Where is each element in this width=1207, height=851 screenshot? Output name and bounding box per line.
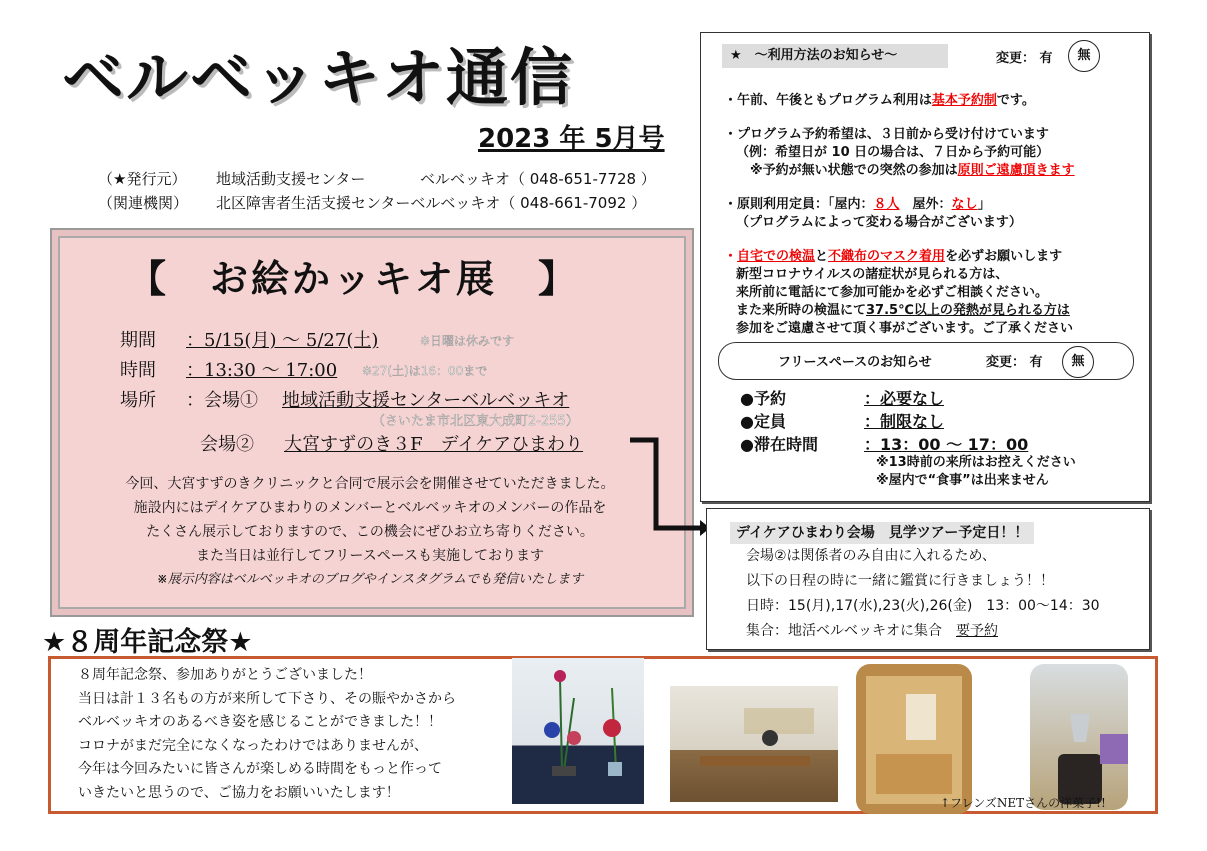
venue1-address: （さいたま市北区東大成町2-255） (372, 414, 579, 429)
text-highlight: なし (951, 197, 978, 212)
freespace-note1: ※13時前の来所はお控えください (876, 455, 1076, 470)
freespace-change (986, 354, 1043, 372)
venue1-name: 地域活動支援センターベルベッキオ (282, 390, 570, 411)
venue1-label: ：会場① (186, 390, 258, 411)
publisher-name: 地域活動支援センター (216, 170, 366, 188)
exhibit-line: また当日は並行してフリースペースも実施しております (195, 548, 545, 564)
exhibit-line: 今回、大宮すずのきクリニックと合同で展示会を開催させていただきました。 (125, 476, 615, 492)
text: また来所時の検温にて (736, 303, 867, 318)
text: ※予約が無い状態での突然の参加は (750, 163, 958, 178)
exhibit-note: ※展示内容はベルベッキオのブログやインスタグラムでも発信いたします (156, 572, 584, 587)
freespace-row-label: ●滞在時間 (740, 435, 818, 454)
notice-change-label (996, 50, 1053, 68)
text-highlight: 自宅での検温 (737, 249, 816, 264)
text-highlight: ８人 (873, 197, 900, 212)
anniversary-heading: ★８周年記念祭★ (42, 627, 253, 658)
notice-heading: ★ ～利用方法のお知らせ～ (722, 44, 948, 68)
tour-line1: 会場②は関係者のみ自由に入れるため、 (746, 548, 996, 564)
exhibit-line: 施設内にはデイケアひまわりのメンバーとベルベッキオのメンバーの作品を (133, 500, 607, 516)
period-note: ※日曜は休みです (420, 334, 515, 348)
freespace-row-value: ：13：00 ～ 17：00 (864, 435, 1029, 454)
room-photo (670, 686, 838, 802)
exhibit-description (80, 472, 660, 592)
tour-line2: 以下の日程の時に一緒に鑑賞に行きましょう！！ (746, 573, 1054, 589)
tour-heading: デイケアひまわり会場 見学ツアー予定日！！ (730, 522, 1034, 544)
publisher-tel: ベルベッキオ（ 048-651-7728 ） (420, 170, 656, 188)
notice-line2: ・プログラム予約希望は、３日前から受け付けています (724, 127, 1049, 142)
flower-arrangement-photo (512, 658, 644, 804)
text: です。 (996, 93, 1035, 108)
text: ・原則利用定員：「屋内： (724, 197, 874, 212)
related-label: （関連機関） (98, 194, 189, 212)
freespace-change-no-circled: 無 (1062, 346, 1094, 378)
notice-line6: （プログラムによって変わる場合がございます） (736, 215, 1022, 230)
tour-meeting (746, 619, 998, 644)
coffee-dripper-photo (1030, 664, 1128, 810)
freespace-row-label: ●定員 (740, 412, 786, 431)
anniversary-text (78, 664, 456, 805)
anniversary-line: ８周年記念祭、参加ありがとうございました！ (78, 667, 372, 683)
exhibit-line: たくさん展示しておりますので、この機会にぜひお立ち寄りください。 (146, 524, 594, 540)
freespace-row-value: ：必要なし (864, 389, 945, 408)
reservation-required: 要予約 (956, 623, 998, 639)
anniversary-line: 今年は今回みたいに皆さんが楽しめる時間をもっと作って (78, 761, 442, 777)
text: 屋外： (899, 197, 952, 212)
time-note: ※27(土)は16：00まで (362, 364, 488, 378)
photo-caption: ↑フレンズNETさんの洋菓子!! (940, 796, 1106, 810)
freespace-row-label: ●予約 (740, 389, 786, 408)
freespace-heading: フリースペースのお知らせ (778, 355, 932, 370)
text: を必ずお願いします (945, 249, 1063, 264)
anniversary-line: 当日は計１３名もの方が来所して下さり、その賑やかさから (78, 690, 456, 707)
time-value: ：13:30 ～ 17:00 (186, 360, 338, 381)
venue2-name: 大宮すずのき３F デイケアひまわり (284, 434, 584, 455)
anniversary-line: コロナがまだ完全になくなったわけではありませんが、 (78, 737, 428, 754)
publisher-label: （★発行元） (98, 170, 187, 188)
related-org: 北区障害者生活支援センターベルベッキオ（ 048-661-7092 ） (216, 194, 647, 212)
anniversary-line: ベルベッキオのあるべき姿を感じることができました！！ (78, 714, 442, 730)
issue-date: 2023 年 5月号 (478, 124, 665, 154)
notice-line1 (724, 92, 1035, 110)
notice-line11: 参加をご遠慮させて頂く事がございます。ご了承ください (736, 321, 1073, 336)
exhibit-title: 【 お絵かッキオ展 】 (128, 257, 580, 301)
change-label: 変更： (996, 51, 1036, 66)
freespace-row-value: ：制限なし (864, 412, 945, 431)
text-highlight: 不織布のマスク着用 (828, 249, 946, 264)
venue2-label: 会場② (200, 434, 254, 455)
notice-line3: （例：希望日が 10 日の場合は、７日から予約可能） (736, 145, 1050, 160)
notice-line4 (750, 162, 1075, 180)
arrow-connector-icon (600, 432, 710, 542)
text-highlight: 原則ご遠慮頂きます (957, 163, 1075, 178)
notice-line10 (736, 302, 1070, 320)
text: ・ (724, 249, 738, 264)
freespace-note2: ※屋内で“食事”は出来ません (876, 473, 1049, 488)
sweets-box-photo (856, 664, 972, 814)
change-no-circled: 無 (1068, 40, 1100, 72)
text-highlight: 基本予約制 (931, 93, 997, 108)
notice-line7 (724, 248, 1062, 266)
tour-dates: 日時：15(月),17(水),23(火),26(金) 13：00～14：30 (746, 598, 1100, 614)
notice-line5 (724, 196, 991, 214)
text: ・午前、午後ともプログラム利用は (724, 93, 932, 108)
period-value: ：5/15(月) ～ 5/27(土) (186, 330, 379, 351)
period-label: 期間 (120, 330, 156, 351)
change-label: 変更： (986, 355, 1026, 370)
change-yes: 有 (1039, 51, 1053, 66)
notice-line9: 来所前に電話にて参加可能かを必ずご相談ください。 (736, 285, 1049, 300)
time-label: 時間 (120, 360, 156, 381)
anniversary-line: いきたいと思うので、ご協力をお願いいたします！ (78, 784, 400, 801)
newsletter-title: ベルベッキオ通信 (62, 41, 575, 114)
text-underlined: 37.5℃以上の発熱が見られる方は (866, 303, 1070, 318)
change-yes: 有 (1029, 355, 1043, 370)
notice-line8: 新型コロナウイルスの諸症状が見られる方は、 (736, 267, 1009, 282)
place-label: 場所 (120, 390, 156, 411)
text: 」 (977, 197, 991, 212)
text: 集合：地活ベルベッキオに集合 (746, 623, 956, 639)
text: と (815, 249, 829, 264)
